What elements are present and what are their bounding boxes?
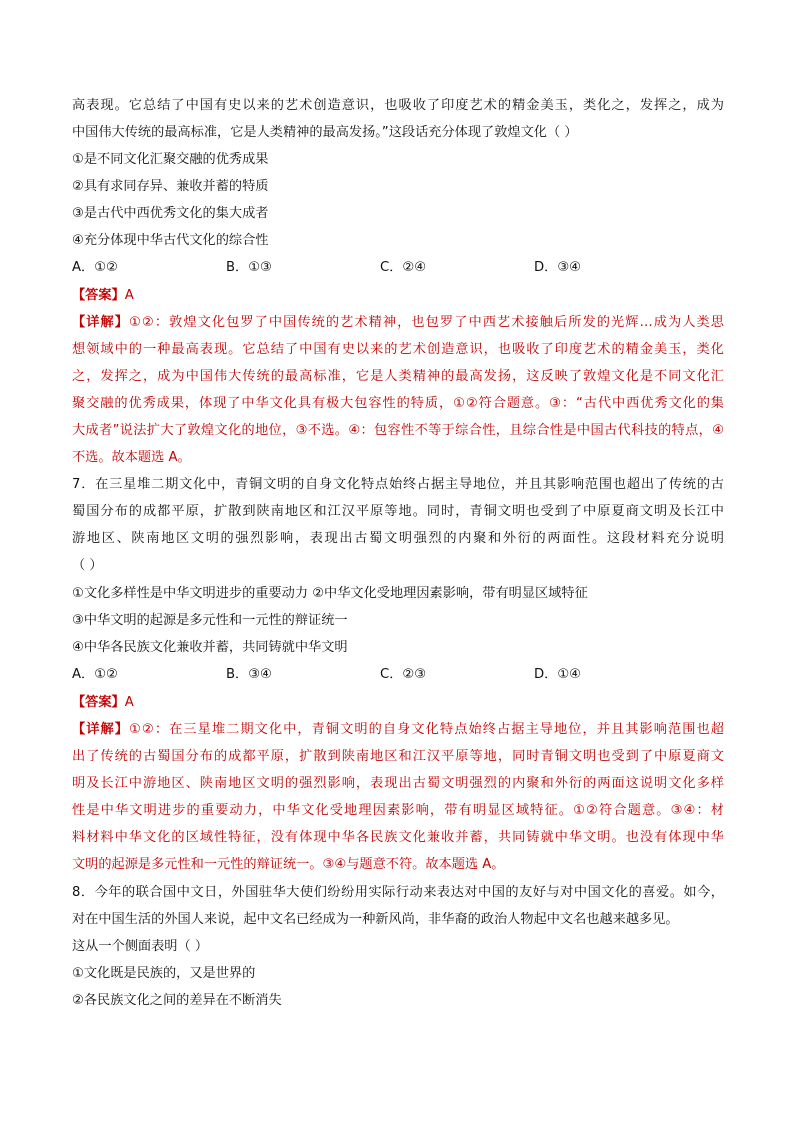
q6-item: ①是不同文化汇聚交融的优秀成果 (72, 152, 269, 167)
q7-explain-line: 料材料中华文化的区域性特征，没有体现中华各民族文化兼收并蓄，共同铸就中华文明。也没有体现中华 (72, 830, 724, 845)
q6-option-d: D．③④ (534, 260, 581, 275)
explain-text: ①②：在三星堆二期文化中，青铜文明的自身文化特点始终占据主导地位，并且其影响范围也超 (129, 722, 724, 737)
q6-explain-line: 聚交融的优秀成果，体现了中华文化具有极大包容性的特质，①②符合题意。③：“古代中西优秀文化的集 (72, 396, 724, 411)
q7-stem-line: （ ） (72, 558, 103, 573)
answer-value: A (124, 695, 134, 710)
q7-explain-line: 出了传统的古蜀国分布的成都平原，扩散到陕南地区和江汉平原等地，同时青铜文明也受到了中原夏商文 (72, 749, 724, 764)
q7-item: ④中华各民族文化兼收并蓄，共同铸就中华文明 (72, 640, 348, 655)
q6-explain-line: 之，发挥之，成为中国伟大传统的最高标准，它是人类精神的最高发扬，这反映了敦煌文化是不同文化汇 (72, 369, 724, 384)
q6-answer (72, 282, 724, 309)
q7-answer (72, 689, 724, 716)
q8-stem-line: 对在中国生活的外国人来说，起中文名已经成为一种新风尚，非华裔的政治人物起中文名也越来越多见。 (72, 912, 679, 927)
q6-explain-line: 大成者”说法扩大了敦煌文化的地位，③不选。④：包容性不等于综合性，且综合性是中国古代科技的特点，④ (72, 423, 724, 438)
q7-explain-line: 文明的起源是多元性和一元性的辩证统一。③④与题意不符。故本题选 A。 (72, 857, 505, 872)
q7-option-a: A．①② (72, 667, 118, 682)
q7-option-d: D．①④ (534, 667, 581, 682)
explain-tag: 【详解】 (72, 722, 130, 737)
q7-stem-line: 游地区、陕南地区文明的强烈影响，表现出古蜀文明强烈的内聚和外衍的两面性。这段材料充分说明 (72, 531, 724, 546)
q7-option-c: C．②③ (380, 667, 427, 682)
q8-stem-line: 这从一个侧面表明（ ） (72, 939, 209, 954)
q6-explain-line: 不选。故本题选 A。 (72, 450, 191, 465)
q6-option-c: C．②④ (380, 260, 427, 275)
explain-tag: 【详解】 (72, 315, 130, 330)
q6-options (72, 254, 724, 281)
q6-option-a: A．①② (72, 260, 118, 275)
q6-explain-line: 想领域中的一种最高表现。它总结了中国有史以来的艺术创造意识，也吸收了印度艺术的精金美玉，类化 (72, 342, 724, 357)
q8-item: ②各民族文化之间的差异在不断消失 (72, 993, 282, 1008)
q6-explain-first (72, 309, 724, 336)
q6-stem-line: 高表现。它总结了中国有史以来的艺术创造意识，也吸收了印度艺术的精金美玉，类化之，发挥之，成为 (72, 98, 724, 113)
q7-stem-line: 蜀国分布的成都平原，扩散到陕南地区和江汉平原等地。同时，青铜文明也受到了中原夏商文明及长江中 (72, 504, 724, 519)
q7-option-b: B．③④ (226, 667, 272, 682)
q7-item: ①文化多样性是中华文明进步的重要动力 ②中华文化受地理因素影响，带有明显区域特征 (72, 586, 588, 601)
q7-options (72, 661, 724, 688)
q6-stem-line: 中国伟大传统的最高标准，它是人类精神的最高发扬。”这段话充分体现了敦煌文化（ ） (72, 125, 578, 140)
q7-stem-line: 7．在三星堆二期文化中，青铜文明的自身文化特点始终占据主导地位，并且其影响范围也超出了传统的古 (72, 477, 724, 492)
answer-tag: 【答案】 (72, 288, 125, 303)
q8-item: ①文化既是民族的，又是世界的 (72, 966, 256, 981)
q7-explain-line: 性是中华文明进步的重要动力，中华文化受地理因素影响，带有明显区域特征。①②符合题意。③④：材 (72, 803, 724, 818)
q6-item: ③是古代中西优秀文化的集大成者 (72, 206, 269, 221)
q6-item: ②具有求同存异、兼收并蓄的特质 (72, 179, 269, 194)
q7-explain-first (72, 716, 724, 743)
q6-item: ④充分体现中华古代文化的综合性 (72, 233, 269, 248)
q8-stem-line: 8．今年的联合国中文日，外国驻华大使们纷纷用实际行动来表达对中国的友好与对中国文化的喜爱。如今， (72, 885, 724, 900)
explain-text: ①②：敦煌文化包罗了中国传统的艺术精神，也包罗了中西艺术接触后所发的光辉…成为人类思 (129, 315, 724, 330)
q7-explain-line: 明及长江中游地区、陕南地区文明的强烈影响，表现出古蜀文明强烈的内聚和外衍的两面这说明文化多样 (72, 776, 724, 791)
answer-tag: 【答案】 (72, 695, 125, 710)
q7-item: ③中华文明的起源是多元性和一元性的辩证统一 (72, 613, 348, 628)
q6-option-b: B．①③ (226, 260, 272, 275)
answer-value: A (124, 288, 134, 303)
